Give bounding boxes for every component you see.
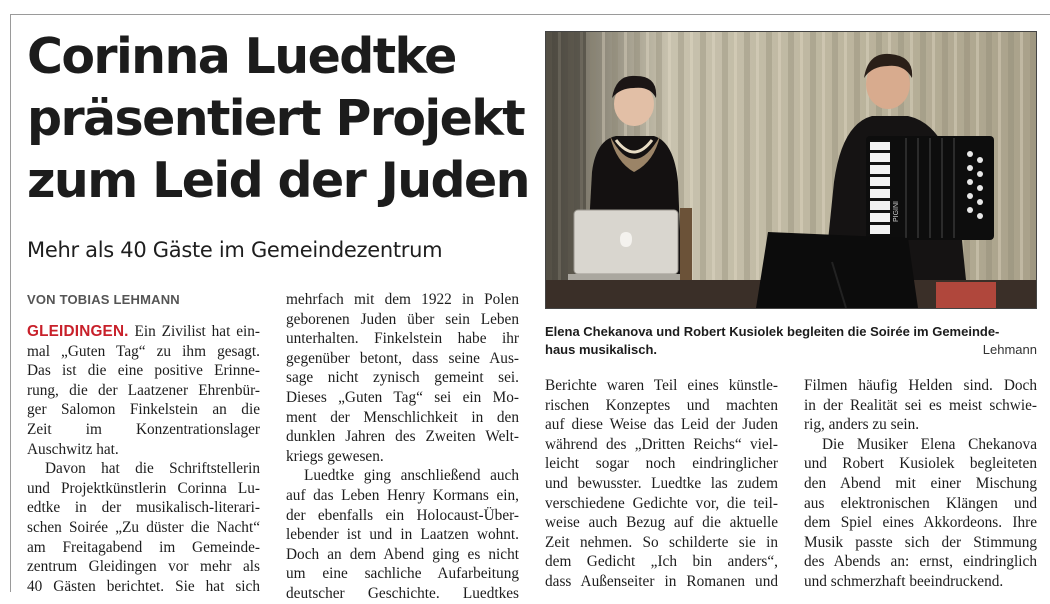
byline: VON TOBIAS LEHMANN bbox=[27, 292, 180, 307]
paragraph bbox=[804, 376, 1037, 435]
dateline: GLEIDINGEN. bbox=[27, 323, 129, 340]
text-line: des Abends an: ernst, eindringlich bbox=[804, 553, 1037, 571]
text-line: rig, anders zu sein. bbox=[804, 416, 920, 434]
article-column-2 bbox=[286, 290, 519, 604]
text-line: Musik passte sich der Stimmung bbox=[804, 533, 1037, 551]
text-line: dass Außenseiter in Romanen und bbox=[545, 572, 778, 590]
text-line: rischen Konzeptes und machten bbox=[545, 396, 778, 414]
text-line: Berichte waren Teil eines künstle- bbox=[545, 377, 778, 394]
photo-caption bbox=[545, 323, 1037, 359]
text-line: Dieses „Guten Tag“ sei ein Mo- bbox=[286, 388, 519, 406]
text-line: auf diese Weise das Leid der Juden bbox=[545, 416, 778, 434]
text-line: und schmerzhaft beeindruckend. bbox=[804, 572, 1004, 590]
text-line: aus elektronischen Klängen und bbox=[804, 494, 1037, 512]
article-column-4 bbox=[804, 376, 1037, 592]
text-line: Die Musiker Elena Chekanova bbox=[822, 435, 1037, 453]
text-line: dem Spiel eines Akkordeons. Ihre bbox=[804, 514, 1037, 532]
left-rule bbox=[10, 14, 11, 592]
text-line: in der Realität sei es meist schwie- bbox=[804, 396, 1037, 414]
paragraph bbox=[27, 459, 260, 596]
headline-line-2: präsentiert Projekt bbox=[27, 90, 525, 147]
text-line: deutscher Geschichte. Luedtkes bbox=[286, 584, 519, 602]
text-line: edtke in der musikalisch-literari- bbox=[27, 499, 260, 517]
paragraph bbox=[804, 435, 1037, 592]
text-line: ger Salomon Finkelstein an die bbox=[27, 401, 260, 419]
concert-photo bbox=[545, 31, 1037, 309]
text-line: 40 Gästen berichtet. Sie hat sich bbox=[27, 577, 260, 595]
headline bbox=[27, 26, 537, 212]
paragraph bbox=[286, 466, 519, 603]
text-line: leicht sogar noch eindringlicher bbox=[545, 455, 778, 473]
article-column-1 bbox=[27, 322, 260, 596]
paragraph bbox=[286, 290, 519, 466]
text-line: GLEIDINGEN. Ein Zivilist hat ein- bbox=[27, 323, 260, 340]
text-line: Zeit nehmen. So schilderte sie in bbox=[545, 533, 778, 551]
accordion-brand: PIGINI bbox=[893, 200, 900, 222]
chair bbox=[680, 208, 692, 280]
text-line: und Projektkünstlerin Corinna Lu- bbox=[27, 479, 260, 497]
text-line: dunklen Jahren des Zweiten Welt- bbox=[286, 428, 519, 446]
text-line: Doch an dem Abend ging es nicht bbox=[286, 545, 519, 563]
text-line: kriegs gewesen. bbox=[286, 447, 384, 465]
text-line: den Abend mit einer Mischung bbox=[804, 474, 1037, 492]
photo-credit: Lehmann bbox=[982, 342, 1037, 357]
music-stand bbox=[756, 232, 918, 308]
text-line: Auschwitz hat. bbox=[27, 440, 119, 458]
text-line: Zeit im Konzentrationslager bbox=[27, 420, 260, 438]
text-line: mehrfach mit dem 1922 in Polen bbox=[286, 291, 519, 308]
text-line: Luedtke ging anschließend auch bbox=[304, 467, 519, 485]
text-line: Davon hat die Schriftstellerin bbox=[45, 460, 260, 478]
text-line: rung, die der Laatzener Ehrenbür- bbox=[27, 381, 260, 399]
text-line: sage nicht zynisch gemeint sei. bbox=[286, 369, 519, 387]
headline-line-3: zum Leid der Juden bbox=[27, 152, 529, 209]
text-line: auf das Leben Henry Kormans ein, bbox=[286, 486, 519, 504]
laptop bbox=[568, 210, 686, 280]
text-line: um eine sachliche Aufarbeitung bbox=[286, 565, 519, 583]
text-line: schen Soirée „Zu düster die Nacht“ bbox=[27, 518, 260, 536]
text-line: unterhalten. Finkelstein habe ihr bbox=[286, 330, 519, 348]
text-line: am Freitagabend im Gemeinde- bbox=[27, 538, 260, 556]
text-line: ment der Menschlichkeit in den bbox=[286, 408, 519, 426]
text-line: weise auch Bezug auf die aktuelle bbox=[545, 514, 778, 532]
text-line: lebender ist und in Laatzen wohnt. bbox=[286, 526, 519, 544]
subheadline: Mehr als 40 Gäste im Gemeindezentrum bbox=[27, 238, 443, 262]
text-line: der ebenfalls ein Holocaust-Über- bbox=[286, 506, 519, 524]
article-column-3 bbox=[545, 376, 778, 592]
text-line: zentrum Gleidingen vor mehr als bbox=[27, 558, 260, 576]
text-line: Das ist die eine positive Erinne- bbox=[27, 362, 260, 380]
text-line: und Robert Kusiolek begleiteten bbox=[804, 455, 1037, 473]
paragraph bbox=[27, 322, 260, 459]
caption-row bbox=[545, 341, 1037, 359]
text-line: geborenen Juden über sein Leben bbox=[286, 310, 519, 328]
accordion bbox=[866, 136, 994, 240]
text-line: verschiedene Gedichte vor, die teil- bbox=[545, 494, 778, 512]
text-line: während des „Dritten Reichs“ viel- bbox=[545, 435, 778, 453]
headline-line-1: Corinna Luedtke bbox=[27, 28, 456, 85]
text-line: mal „Guten Tag“ zu ihm gesagt. bbox=[27, 342, 260, 360]
top-rule bbox=[10, 14, 1050, 15]
paragraph bbox=[545, 376, 778, 592]
text-line: dem Gedicht „Ich bin anders“, bbox=[545, 553, 778, 571]
caption-line-1: Elena Chekanova und Robert Kusiolek begleiten die Soirée im Gemeinde- bbox=[545, 324, 1000, 339]
text-line: und bewusster. Luedtke las zudem bbox=[545, 474, 778, 492]
text-line: gegenüber betont, dass seine Aus- bbox=[286, 349, 519, 367]
caption-line-2: haus musikalisch. bbox=[545, 342, 657, 357]
text-line: Filmen häufig Helden sind. Doch bbox=[804, 377, 1037, 394]
